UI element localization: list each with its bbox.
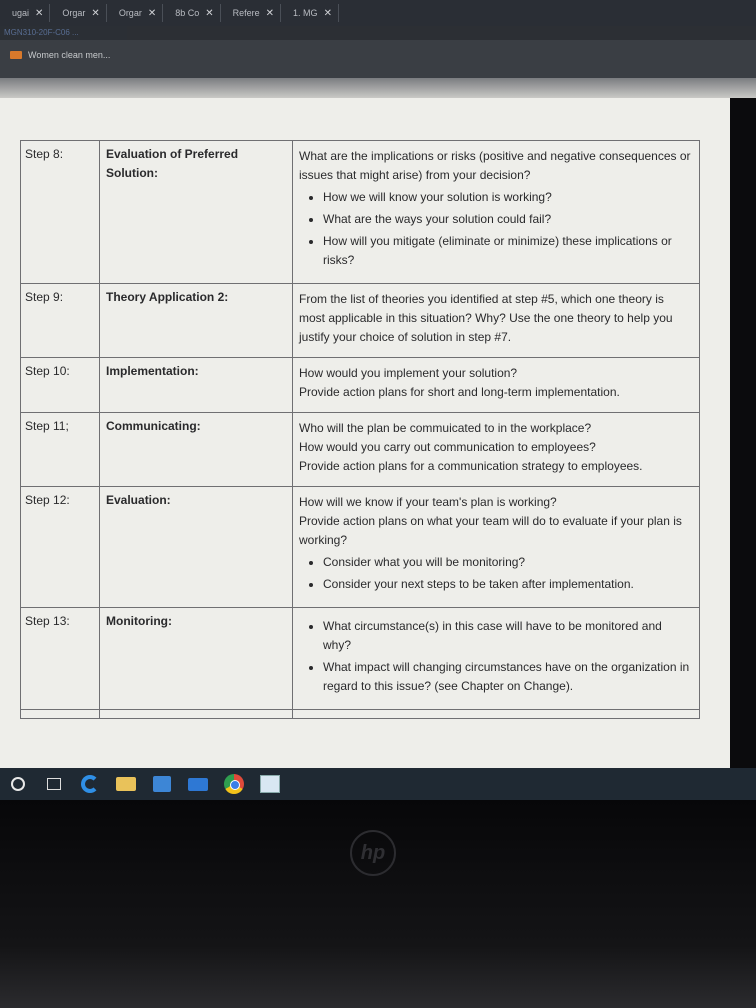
tab-label: 8b Co [175,8,200,18]
edge-button[interactable] [72,768,108,800]
description-line: How would you carry out communication to employees? [299,440,596,454]
tab-label: Refere [232,8,260,18]
browser-tab[interactable] [113,4,163,22]
tab-label: Orgar [62,8,86,18]
edge-icon [81,775,99,793]
browser-tab[interactable] [56,4,106,22]
bullet-item: • How we will know your solution is working? [323,188,693,207]
step-number: Step 11; [21,413,100,487]
close-icon[interactable]: ✕ [323,7,332,19]
bookmark-icon [10,51,22,59]
search-circle-icon [11,777,25,791]
table-row [21,358,700,413]
browser-tab[interactable] [287,4,339,22]
tab-label: ugai [12,8,30,18]
bookmark-label: Women clean men... [28,50,111,60]
file-explorer-button[interactable] [108,768,144,800]
hp-logo: hp [350,830,396,876]
table-row [21,413,700,487]
table-row [21,284,700,358]
browser-tab[interactable] [6,4,50,22]
browser-tab[interactable] [227,4,281,22]
description-intro: From the list of theories you identified at step #5, which one theory is most applicable in this situation? Why? Use the one theory to help you justify your choice of solution in step #7. [299,292,673,344]
address-bar[interactable]: MGN310-20F-C06 ... [0,26,756,40]
partial-cell [293,710,700,719]
step-description [293,413,700,487]
task-view-icon [47,778,61,790]
step-title: Communicating: [100,413,293,487]
tab-label: 1. MG [293,8,318,18]
step-title: Monitoring: [100,608,293,710]
bullet-item: • What are the ways your solution could fail? [323,210,693,229]
step-number: Step 8: [21,141,100,284]
mail-icon [188,778,208,791]
close-icon[interactable]: ✕ [147,7,157,19]
store-icon [153,776,171,792]
bullet-list [299,617,693,696]
description-intro: What are the implications or risks (positive and negative consequences or issues that might arise) from your decision? [299,149,691,182]
step-title: Evaluation: [100,487,293,608]
description-line: How will we know if your team's plan is working? [299,495,557,509]
browser-tab-bar [0,0,756,26]
tab-label: Orgar [118,8,142,18]
table-row [21,141,700,284]
bullet-item: • What circumstance(s) in this case will have to be monitored and why? [323,617,693,655]
table-row-partial [21,710,700,719]
chrome-icon [224,774,244,794]
step-number: Step 12: [21,487,100,608]
windows-taskbar [0,768,756,800]
document-page [0,98,730,768]
description-line: Who will the plan be commuicated to in the workplace? [299,421,592,435]
description-line: How would you implement your solution? [299,366,518,380]
step-number: Step 13: [21,608,100,710]
partial-cell [100,710,293,719]
close-icon[interactable]: ✕ [35,7,44,19]
bullet-item: • Consider what you will be monitoring? [323,553,693,572]
bullet-item: • What impact will changing circumstances have on the organization in regard to this issue? (see Chapter on Change). [323,658,693,696]
step-description [293,487,700,608]
bullet-list [299,188,693,270]
bookmark-item[interactable] [10,50,110,60]
photos-button[interactable] [252,768,288,800]
image-icon [260,775,280,793]
partial-cell [21,710,100,719]
bullet-list [299,553,693,594]
chrome-button[interactable] [216,768,252,800]
browser-tab[interactable] [169,4,220,22]
bookmarks-bar [0,40,756,78]
step-description [293,608,700,710]
step-number: Step 10: [21,358,100,413]
toolbar-shadow [0,78,756,98]
bullet-item: • Consider your next steps to be taken after implementation. [323,575,693,594]
start-button[interactable] [0,768,36,800]
close-icon[interactable]: ✕ [205,7,214,19]
table-row [21,608,700,710]
step-number: Step 9: [21,284,100,358]
step-title: Implementation: [100,358,293,413]
table-row [21,487,700,608]
description-line: Provide action plans for short and long-term implementation. [299,385,620,399]
step-description [293,358,700,413]
step-description [293,284,700,358]
bullet-item: • How will you mitigate (eliminate or minimize) these implications or risks? [323,232,693,270]
folder-icon [116,777,136,791]
store-button[interactable] [144,768,180,800]
step-title: Theory Application 2: [100,284,293,358]
description-line: Provide action plans on what your team will do to evaluate if your plan is working? [299,514,682,547]
close-icon[interactable]: ✕ [91,7,100,19]
mail-button[interactable] [180,768,216,800]
task-view-button[interactable] [36,768,72,800]
step-title: Evaluation of Preferred Solution: [100,141,293,284]
description-line: Provide action plans for a communication strategy to employees. [299,459,643,473]
step-description [293,141,700,284]
close-icon[interactable]: ✕ [265,7,275,19]
steps-table [20,140,700,719]
